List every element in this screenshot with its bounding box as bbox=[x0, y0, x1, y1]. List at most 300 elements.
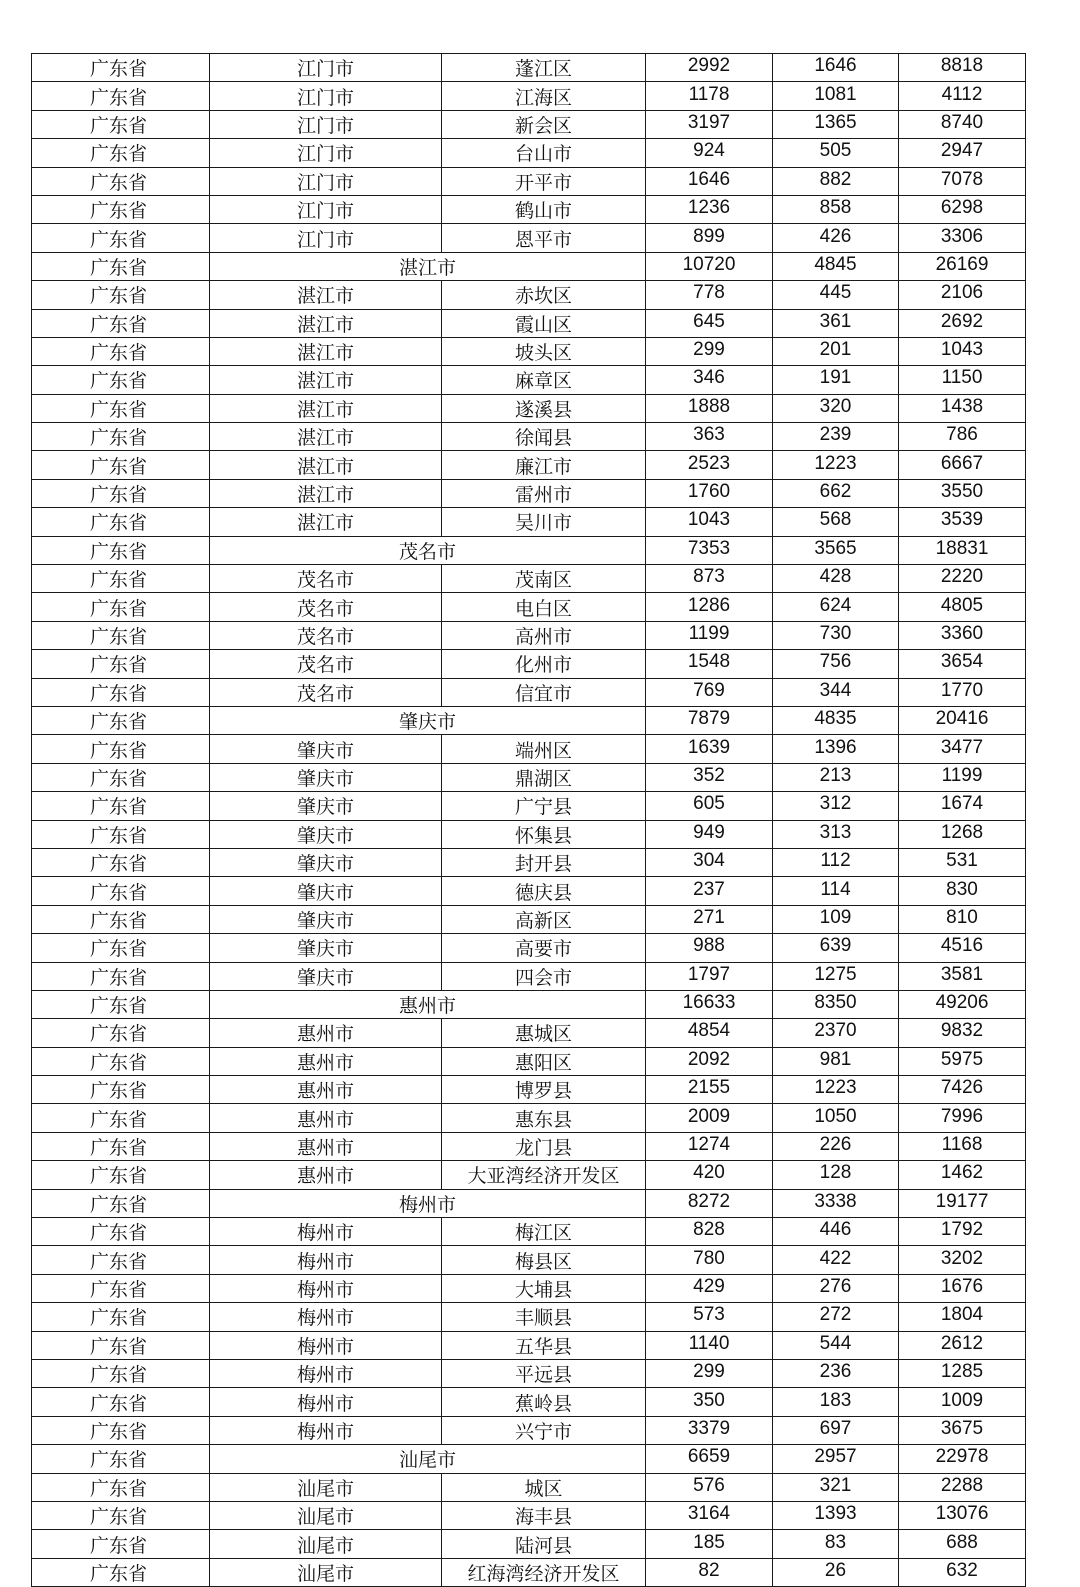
city-cell: 肇庆市 bbox=[210, 934, 442, 962]
value-cell-2: 445 bbox=[773, 281, 899, 309]
value-cell-1: 949 bbox=[646, 820, 773, 848]
district-cell: 鼎湖区 bbox=[442, 763, 646, 791]
district-cell: 龙门县 bbox=[442, 1132, 646, 1160]
value-cell-1: 271 bbox=[646, 905, 773, 933]
value-cell-1: 924 bbox=[646, 139, 773, 167]
province-cell: 广东省 bbox=[32, 1530, 210, 1558]
table-row bbox=[32, 366, 1026, 394]
district-cell: 雷州市 bbox=[442, 479, 646, 507]
province-cell: 广东省 bbox=[32, 1388, 210, 1416]
value-cell-1: 1888 bbox=[646, 394, 773, 422]
value-cell-2: 1393 bbox=[773, 1501, 899, 1529]
value-cell-3: 1199 bbox=[899, 763, 1026, 791]
province-cell: 广东省 bbox=[32, 1047, 210, 1075]
city-cell: 湛江市 bbox=[210, 366, 442, 394]
value-cell-1: 1760 bbox=[646, 479, 773, 507]
district-cell: 梅江区 bbox=[442, 1218, 646, 1246]
table-row bbox=[32, 1359, 1026, 1387]
value-cell-2: 239 bbox=[773, 423, 899, 451]
value-cell-3: 688 bbox=[899, 1530, 1026, 1558]
city-cell: 湛江市 bbox=[210, 309, 442, 337]
city-cell: 肇庆市 bbox=[210, 763, 442, 791]
value-cell-2: 639 bbox=[773, 934, 899, 962]
value-cell-1: 363 bbox=[646, 423, 773, 451]
value-cell-3: 3202 bbox=[899, 1246, 1026, 1274]
value-cell-1: 3164 bbox=[646, 1501, 773, 1529]
table-row bbox=[32, 848, 1026, 876]
value-cell-2: 26 bbox=[773, 1558, 899, 1586]
province-cell: 广东省 bbox=[32, 1558, 210, 1586]
value-cell-2: 128 bbox=[773, 1161, 899, 1189]
province-cell: 广东省 bbox=[32, 224, 210, 252]
district-cell: 麻章区 bbox=[442, 366, 646, 394]
city-cell: 湛江市 bbox=[210, 394, 442, 422]
value-cell-2: 756 bbox=[773, 650, 899, 678]
value-cell-1: 899 bbox=[646, 224, 773, 252]
table-row bbox=[32, 479, 1026, 507]
province-cell: 广东省 bbox=[32, 195, 210, 223]
city-cell: 梅州市 bbox=[210, 1303, 442, 1331]
value-cell-1: 3379 bbox=[646, 1416, 773, 1444]
district-cell: 信宜市 bbox=[442, 678, 646, 706]
city-cell: 湛江市 bbox=[210, 337, 442, 365]
city-cell: 梅州市 bbox=[210, 1274, 442, 1302]
value-cell-2: 858 bbox=[773, 195, 899, 223]
table-row bbox=[32, 1218, 1026, 1246]
value-cell-3: 1009 bbox=[899, 1388, 1026, 1416]
value-cell-2: 544 bbox=[773, 1331, 899, 1359]
city-cell: 茂名市 bbox=[210, 593, 442, 621]
table-row bbox=[32, 1473, 1026, 1501]
district-cell: 惠阳区 bbox=[442, 1047, 646, 1075]
value-cell-3: 3675 bbox=[899, 1416, 1026, 1444]
district-cell: 四会市 bbox=[442, 962, 646, 990]
province-cell: 广东省 bbox=[32, 763, 210, 791]
table-row bbox=[32, 1558, 1026, 1586]
value-cell-3: 1285 bbox=[899, 1359, 1026, 1387]
province-cell: 广东省 bbox=[32, 423, 210, 451]
table-row bbox=[32, 423, 1026, 451]
district-cell: 吴川市 bbox=[442, 508, 646, 536]
value-cell-2: 183 bbox=[773, 1388, 899, 1416]
city-cell: 惠州市 bbox=[210, 1076, 442, 1104]
district-cell: 高州市 bbox=[442, 621, 646, 649]
value-cell-3: 20416 bbox=[899, 706, 1026, 734]
province-cell: 广东省 bbox=[32, 337, 210, 365]
value-cell-1: 778 bbox=[646, 281, 773, 309]
city-cell: 茂名市 bbox=[210, 678, 442, 706]
value-cell-2: 320 bbox=[773, 394, 899, 422]
table-row bbox=[32, 593, 1026, 621]
district-cell: 坡头区 bbox=[442, 337, 646, 365]
value-cell-3: 1462 bbox=[899, 1161, 1026, 1189]
value-cell-1: 350 bbox=[646, 1388, 773, 1416]
value-cell-2: 226 bbox=[773, 1132, 899, 1160]
value-cell-3: 1150 bbox=[899, 366, 1026, 394]
value-cell-3: 1804 bbox=[899, 1303, 1026, 1331]
value-cell-3: 5975 bbox=[899, 1047, 1026, 1075]
district-cell: 化州市 bbox=[442, 650, 646, 678]
value-cell-2: 109 bbox=[773, 905, 899, 933]
value-cell-3: 3550 bbox=[899, 479, 1026, 507]
value-cell-3: 786 bbox=[899, 423, 1026, 451]
value-cell-1: 3197 bbox=[646, 110, 773, 138]
province-cell: 广东省 bbox=[32, 1331, 210, 1359]
table-row bbox=[32, 1501, 1026, 1529]
value-cell-2: 505 bbox=[773, 139, 899, 167]
value-cell-3: 2692 bbox=[899, 309, 1026, 337]
province-cell: 广东省 bbox=[32, 877, 210, 905]
city-cell: 茂名市 bbox=[210, 650, 442, 678]
city-total-cell: 梅州市 bbox=[210, 1189, 646, 1217]
province-cell: 广东省 bbox=[32, 508, 210, 536]
value-cell-3: 632 bbox=[899, 1558, 1026, 1586]
value-cell-1: 1199 bbox=[646, 621, 773, 649]
province-cell: 广东省 bbox=[32, 650, 210, 678]
city-cell: 梅州市 bbox=[210, 1416, 442, 1444]
value-cell-1: 988 bbox=[646, 934, 773, 962]
province-cell: 广东省 bbox=[32, 1473, 210, 1501]
province-cell: 广东省 bbox=[32, 281, 210, 309]
district-cell: 高要市 bbox=[442, 934, 646, 962]
city-cell: 肇庆市 bbox=[210, 735, 442, 763]
city-cell: 惠州市 bbox=[210, 1161, 442, 1189]
value-cell-1: 2992 bbox=[646, 54, 773, 82]
value-cell-3: 2947 bbox=[899, 139, 1026, 167]
province-cell: 广东省 bbox=[32, 1303, 210, 1331]
data-table bbox=[31, 53, 1026, 1587]
value-cell-1: 185 bbox=[646, 1530, 773, 1558]
table-row bbox=[32, 1019, 1026, 1047]
city-cell: 湛江市 bbox=[210, 508, 442, 536]
value-cell-3: 3539 bbox=[899, 508, 1026, 536]
value-cell-1: 16633 bbox=[646, 990, 773, 1018]
value-cell-1: 82 bbox=[646, 1558, 773, 1586]
city-cell: 肇庆市 bbox=[210, 905, 442, 933]
table-row bbox=[32, 508, 1026, 536]
province-cell: 广东省 bbox=[32, 905, 210, 933]
table-row bbox=[32, 990, 1026, 1018]
value-cell-1: 4854 bbox=[646, 1019, 773, 1047]
province-cell: 广东省 bbox=[32, 934, 210, 962]
city-cell: 惠州市 bbox=[210, 1019, 442, 1047]
province-cell: 广东省 bbox=[32, 735, 210, 763]
table-row bbox=[32, 110, 1026, 138]
province-cell: 广东省 bbox=[32, 1104, 210, 1132]
province-cell: 广东省 bbox=[32, 366, 210, 394]
district-cell: 城区 bbox=[442, 1473, 646, 1501]
district-cell: 惠东县 bbox=[442, 1104, 646, 1132]
district-cell: 恩平市 bbox=[442, 224, 646, 252]
city-cell: 湛江市 bbox=[210, 451, 442, 479]
value-cell-2: 114 bbox=[773, 877, 899, 905]
province-cell: 广东省 bbox=[32, 1359, 210, 1387]
value-cell-1: 780 bbox=[646, 1246, 773, 1274]
value-cell-1: 2523 bbox=[646, 451, 773, 479]
province-cell: 广东省 bbox=[32, 1246, 210, 1274]
district-cell: 台山市 bbox=[442, 139, 646, 167]
province-cell: 广东省 bbox=[32, 990, 210, 1018]
value-cell-1: 1797 bbox=[646, 962, 773, 990]
value-cell-2: 882 bbox=[773, 167, 899, 195]
value-cell-3: 9832 bbox=[899, 1019, 1026, 1047]
value-cell-3: 6298 bbox=[899, 195, 1026, 223]
value-cell-1: 7353 bbox=[646, 536, 773, 564]
value-cell-2: 213 bbox=[773, 763, 899, 791]
province-cell: 广东省 bbox=[32, 1501, 210, 1529]
value-cell-2: 344 bbox=[773, 678, 899, 706]
value-cell-2: 730 bbox=[773, 621, 899, 649]
table-row bbox=[32, 1331, 1026, 1359]
district-cell: 徐闻县 bbox=[442, 423, 646, 451]
district-cell: 廉江市 bbox=[442, 451, 646, 479]
value-cell-1: 1639 bbox=[646, 735, 773, 763]
table-row bbox=[32, 139, 1026, 167]
table-row bbox=[32, 82, 1026, 110]
province-cell: 广东省 bbox=[32, 792, 210, 820]
value-cell-3: 3654 bbox=[899, 650, 1026, 678]
table-row bbox=[32, 451, 1026, 479]
city-cell: 肇庆市 bbox=[210, 820, 442, 848]
value-cell-3: 6667 bbox=[899, 451, 1026, 479]
value-cell-3: 1674 bbox=[899, 792, 1026, 820]
city-cell: 江门市 bbox=[210, 224, 442, 252]
district-cell: 怀集县 bbox=[442, 820, 646, 848]
table-row bbox=[32, 650, 1026, 678]
value-cell-1: 605 bbox=[646, 792, 773, 820]
value-cell-3: 22978 bbox=[899, 1445, 1026, 1473]
province-cell: 广东省 bbox=[32, 962, 210, 990]
province-cell: 广东省 bbox=[32, 1076, 210, 1104]
value-cell-2: 321 bbox=[773, 1473, 899, 1501]
city-cell: 江门市 bbox=[210, 110, 442, 138]
value-cell-3: 1043 bbox=[899, 337, 1026, 365]
value-cell-1: 1646 bbox=[646, 167, 773, 195]
province-cell: 广东省 bbox=[32, 1019, 210, 1047]
city-cell: 肇庆市 bbox=[210, 962, 442, 990]
value-cell-1: 828 bbox=[646, 1218, 773, 1246]
province-cell: 广东省 bbox=[32, 451, 210, 479]
value-cell-3: 18831 bbox=[899, 536, 1026, 564]
city-cell: 江门市 bbox=[210, 139, 442, 167]
table-row bbox=[32, 1104, 1026, 1132]
table-row bbox=[32, 394, 1026, 422]
value-cell-3: 1770 bbox=[899, 678, 1026, 706]
province-cell: 广东省 bbox=[32, 394, 210, 422]
value-cell-2: 1275 bbox=[773, 962, 899, 990]
district-cell: 大亚湾经济开发区 bbox=[442, 1161, 646, 1189]
value-cell-2: 1081 bbox=[773, 82, 899, 110]
value-cell-1: 769 bbox=[646, 678, 773, 706]
value-cell-1: 237 bbox=[646, 877, 773, 905]
value-cell-2: 662 bbox=[773, 479, 899, 507]
value-cell-2: 4845 bbox=[773, 252, 899, 280]
value-cell-1: 1236 bbox=[646, 195, 773, 223]
table-row bbox=[32, 565, 1026, 593]
province-cell: 广东省 bbox=[32, 252, 210, 280]
table-row bbox=[32, 1047, 1026, 1075]
city-cell: 梅州市 bbox=[210, 1218, 442, 1246]
value-cell-2: 981 bbox=[773, 1047, 899, 1075]
province-cell: 广东省 bbox=[32, 1132, 210, 1160]
province-cell: 广东省 bbox=[32, 167, 210, 195]
city-cell: 江门市 bbox=[210, 195, 442, 223]
city-cell: 江门市 bbox=[210, 54, 442, 82]
value-cell-3: 26169 bbox=[899, 252, 1026, 280]
district-cell: 蕉岭县 bbox=[442, 1388, 646, 1416]
city-cell: 江门市 bbox=[210, 82, 442, 110]
value-cell-1: 645 bbox=[646, 309, 773, 337]
table-row bbox=[32, 1388, 1026, 1416]
value-cell-1: 1043 bbox=[646, 508, 773, 536]
value-cell-2: 3338 bbox=[773, 1189, 899, 1217]
table-row bbox=[32, 763, 1026, 791]
value-cell-1: 573 bbox=[646, 1303, 773, 1331]
province-cell: 广东省 bbox=[32, 593, 210, 621]
city-cell: 茂名市 bbox=[210, 621, 442, 649]
district-cell: 海丰县 bbox=[442, 1501, 646, 1529]
city-cell: 惠州市 bbox=[210, 1047, 442, 1075]
district-cell: 封开县 bbox=[442, 848, 646, 876]
province-cell: 广东省 bbox=[32, 565, 210, 593]
city-cell: 肇庆市 bbox=[210, 792, 442, 820]
value-cell-3: 1676 bbox=[899, 1274, 1026, 1302]
value-cell-1: 1286 bbox=[646, 593, 773, 621]
table-row bbox=[32, 820, 1026, 848]
value-cell-3: 7426 bbox=[899, 1076, 1026, 1104]
value-cell-1: 873 bbox=[646, 565, 773, 593]
city-total-cell: 湛江市 bbox=[210, 252, 646, 280]
province-cell: 广东省 bbox=[32, 621, 210, 649]
value-cell-1: 346 bbox=[646, 366, 773, 394]
city-cell: 惠州市 bbox=[210, 1104, 442, 1132]
table-row bbox=[32, 792, 1026, 820]
value-cell-3: 810 bbox=[899, 905, 1026, 933]
city-cell: 茂名市 bbox=[210, 565, 442, 593]
value-cell-1: 1178 bbox=[646, 82, 773, 110]
city-cell: 汕尾市 bbox=[210, 1501, 442, 1529]
city-total-cell: 肇庆市 bbox=[210, 706, 646, 734]
value-cell-1: 299 bbox=[646, 1359, 773, 1387]
value-cell-2: 1223 bbox=[773, 451, 899, 479]
value-cell-2: 426 bbox=[773, 224, 899, 252]
table-row bbox=[32, 195, 1026, 223]
province-cell: 广东省 bbox=[32, 479, 210, 507]
table-row bbox=[32, 962, 1026, 990]
table-row bbox=[32, 1445, 1026, 1473]
value-cell-2: 83 bbox=[773, 1530, 899, 1558]
table-row bbox=[32, 1416, 1026, 1444]
value-cell-2: 313 bbox=[773, 820, 899, 848]
district-cell: 红海湾经济开发区 bbox=[442, 1558, 646, 1586]
value-cell-3: 3306 bbox=[899, 224, 1026, 252]
table-row bbox=[32, 252, 1026, 280]
district-cell: 博罗县 bbox=[442, 1076, 646, 1104]
value-cell-1: 8272 bbox=[646, 1189, 773, 1217]
value-cell-3: 2220 bbox=[899, 565, 1026, 593]
value-cell-1: 304 bbox=[646, 848, 773, 876]
value-cell-2: 3565 bbox=[773, 536, 899, 564]
city-cell: 汕尾市 bbox=[210, 1558, 442, 1586]
province-cell: 广东省 bbox=[32, 848, 210, 876]
city-cell: 汕尾市 bbox=[210, 1473, 442, 1501]
value-cell-1: 429 bbox=[646, 1274, 773, 1302]
city-cell: 梅州市 bbox=[210, 1388, 442, 1416]
table-row bbox=[32, 224, 1026, 252]
district-cell: 平远县 bbox=[442, 1359, 646, 1387]
district-cell: 五华县 bbox=[442, 1331, 646, 1359]
city-cell: 湛江市 bbox=[210, 479, 442, 507]
district-cell: 鹤山市 bbox=[442, 195, 646, 223]
value-cell-2: 422 bbox=[773, 1246, 899, 1274]
district-cell: 江海区 bbox=[442, 82, 646, 110]
value-cell-3: 1438 bbox=[899, 394, 1026, 422]
value-cell-1: 1548 bbox=[646, 650, 773, 678]
value-cell-3: 1792 bbox=[899, 1218, 1026, 1246]
district-cell: 霞山区 bbox=[442, 309, 646, 337]
district-cell: 新会区 bbox=[442, 110, 646, 138]
table-row bbox=[32, 281, 1026, 309]
value-cell-3: 1268 bbox=[899, 820, 1026, 848]
value-cell-2: 272 bbox=[773, 1303, 899, 1331]
value-cell-2: 697 bbox=[773, 1416, 899, 1444]
table-row bbox=[32, 337, 1026, 365]
table-row bbox=[32, 1132, 1026, 1160]
value-cell-2: 361 bbox=[773, 309, 899, 337]
province-cell: 广东省 bbox=[32, 1189, 210, 1217]
table-row bbox=[32, 167, 1026, 195]
value-cell-1: 420 bbox=[646, 1161, 773, 1189]
value-cell-1: 10720 bbox=[646, 252, 773, 280]
table-row bbox=[32, 1274, 1026, 1302]
value-cell-3: 19177 bbox=[899, 1189, 1026, 1217]
value-cell-1: 299 bbox=[646, 337, 773, 365]
value-cell-2: 1646 bbox=[773, 54, 899, 82]
province-cell: 广东省 bbox=[32, 1416, 210, 1444]
value-cell-3: 13076 bbox=[899, 1501, 1026, 1529]
district-cell: 赤坎区 bbox=[442, 281, 646, 309]
province-cell: 广东省 bbox=[32, 678, 210, 706]
value-cell-2: 312 bbox=[773, 792, 899, 820]
value-cell-3: 4805 bbox=[899, 593, 1026, 621]
value-cell-2: 236 bbox=[773, 1359, 899, 1387]
district-cell: 惠城区 bbox=[442, 1019, 646, 1047]
value-cell-3: 3581 bbox=[899, 962, 1026, 990]
province-cell: 广东省 bbox=[32, 309, 210, 337]
value-cell-3: 49206 bbox=[899, 990, 1026, 1018]
city-cell: 惠州市 bbox=[210, 1132, 442, 1160]
city-cell: 梅州市 bbox=[210, 1331, 442, 1359]
value-cell-3: 531 bbox=[899, 848, 1026, 876]
value-cell-2: 1050 bbox=[773, 1104, 899, 1132]
value-cell-3: 4112 bbox=[899, 82, 1026, 110]
value-cell-3: 3360 bbox=[899, 621, 1026, 649]
district-cell: 丰顺县 bbox=[442, 1303, 646, 1331]
city-total-cell: 茂名市 bbox=[210, 536, 646, 564]
province-cell: 广东省 bbox=[32, 54, 210, 82]
city-cell: 湛江市 bbox=[210, 281, 442, 309]
value-cell-2: 1365 bbox=[773, 110, 899, 138]
district-cell: 茂南区 bbox=[442, 565, 646, 593]
table-row bbox=[32, 905, 1026, 933]
value-cell-2: 191 bbox=[773, 366, 899, 394]
value-cell-2: 112 bbox=[773, 848, 899, 876]
value-cell-1: 7879 bbox=[646, 706, 773, 734]
value-cell-2: 446 bbox=[773, 1218, 899, 1246]
province-cell: 广东省 bbox=[32, 139, 210, 167]
city-cell: 汕尾市 bbox=[210, 1530, 442, 1558]
table-row bbox=[32, 877, 1026, 905]
